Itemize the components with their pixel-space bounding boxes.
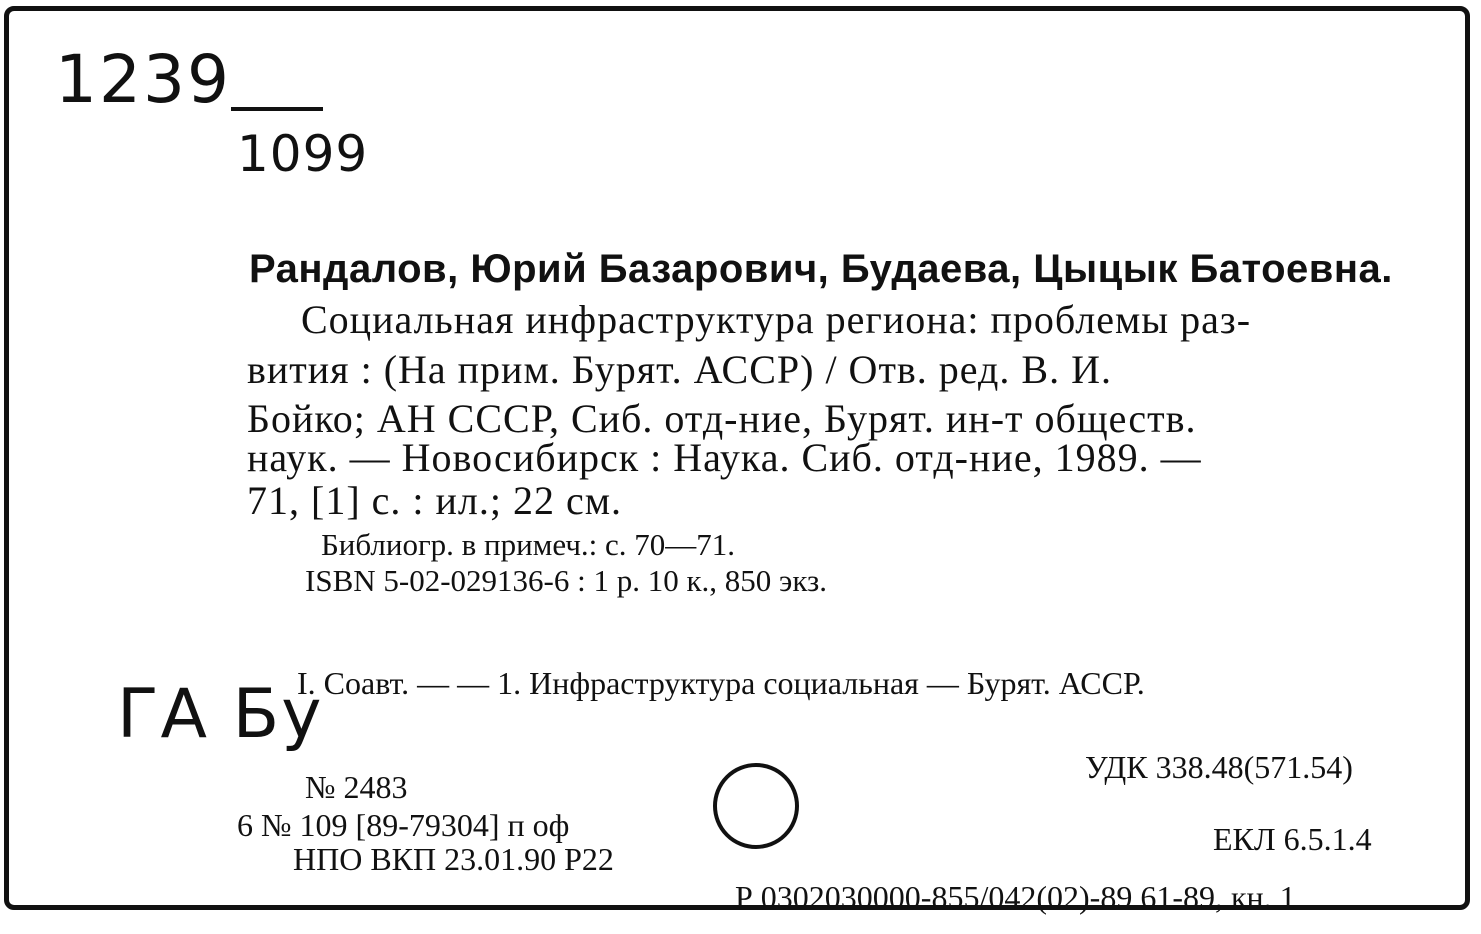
classification-code-line: Р 0302030000-855/042(02)-89 61-89, кн. 1 (735, 879, 1296, 915)
entry-body-line-1: Социальная инфраструктура региона: проблемы раз- (301, 297, 1252, 342)
order-line: 6 № 109 [89-79304] п оф (237, 807, 570, 843)
handwritten-inventory-number: 1099 (237, 125, 369, 183)
stamp-circle (713, 763, 799, 849)
entry-body-line-2: вития : (На прим. Бурят. АССР) / Отв. ред. В. И. (247, 347, 1112, 392)
ekl-code: ЕКЛ 6.5.1.4 (1213, 821, 1372, 857)
entry-heading: Рандалов, Юрий Базарович, Будаева, Цыцык Батоевна. (249, 247, 1393, 291)
isbn-note: ISBN 5-02-029136-6 : 1 р. 10 к., 850 экз. (305, 563, 827, 598)
handwritten-fraction-line (231, 107, 323, 111)
entry-body-line-3: Бойко; АН СССР, Сиб. отд-ние, Бурят. ин-т обществ. (247, 396, 1197, 441)
handwritten-shelf-number: 1239 (55, 41, 231, 118)
entry-body-line-5: 71, [1] с. : ил.; 22 см. (247, 478, 623, 523)
handwritten-library-mark: ГА Бу (117, 675, 324, 754)
record-number: № 2483 (305, 769, 408, 805)
entry-body-line-4: наук. — Новосибирск : Наука. Сиб. отд-ние, 1989. — (247, 435, 1202, 480)
publisher-line: НПО ВКП 23.01.90 Р22 (293, 841, 614, 877)
udk-code: УДК 338.48(571.54) (1085, 749, 1353, 785)
tracings-line: I. Соавт. — — 1. Инфраструктура социальная — Бурят. АССР. (297, 665, 1145, 701)
catalog-card (4, 6, 1470, 915)
bibliography-note: Библиогр. в примеч.: с. 70—71. (321, 527, 736, 562)
